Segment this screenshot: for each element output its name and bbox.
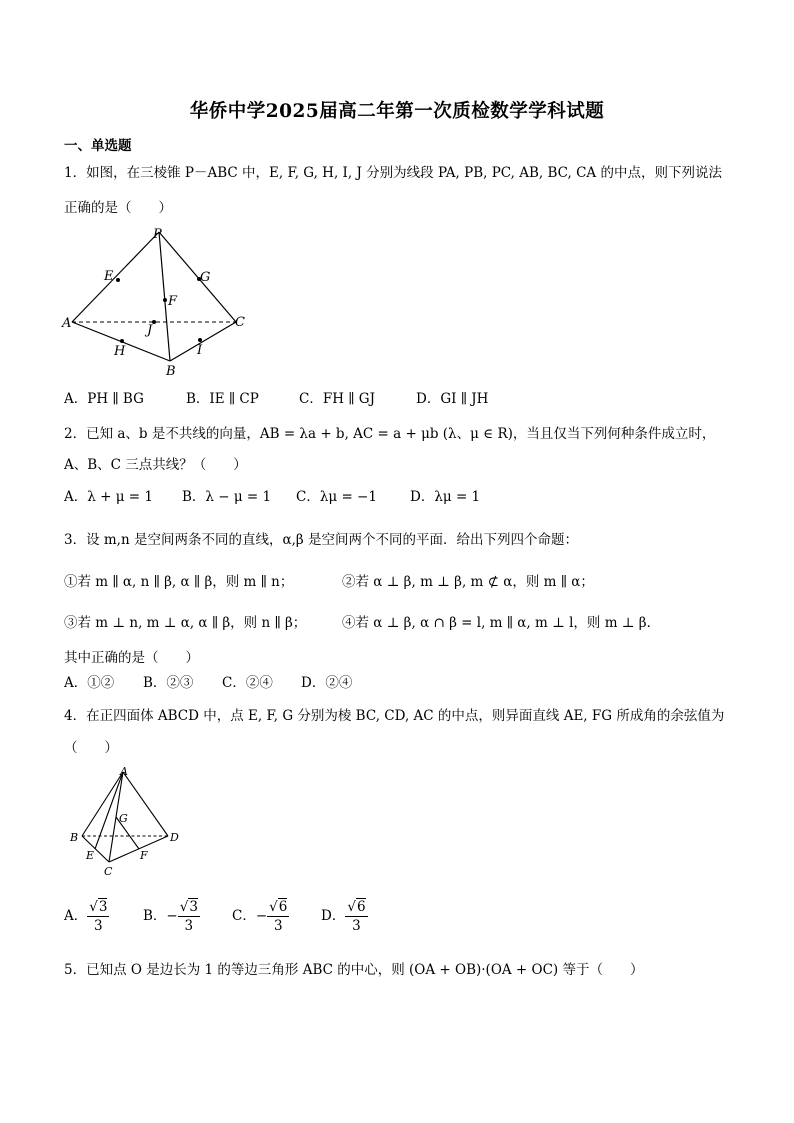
q1-option-b[interactable]: B．IE ∥ CP — [186, 391, 259, 407]
q4-option-a-fraction: $\frac{√3}{3}$ — [89, 899, 108, 934]
q1-label-c: C — [235, 315, 245, 330]
q1-label-h: H — [114, 344, 126, 359]
q4-option-c-fraction: $\frac{√6}{3}$ — [269, 899, 288, 934]
q4-option-b[interactable]: B．− $\frac{√3}{3}$ — [143, 899, 198, 934]
q3-stem-line1: 3．设 m,n 是空间两条不同的直线，α,β 是空间两个不同的平面．给出下列四个命题： — [64, 532, 578, 548]
q1-label-f: F — [168, 294, 178, 309]
q2-option-d[interactable]: D．λμ = 1 — [410, 489, 481, 505]
q4-tetrahedron-figure — [64, 764, 188, 880]
q4-option-b-fraction: $\frac{√3}{3}$ — [179, 899, 198, 934]
q1-option-d[interactable]: D．GI ∥ JH — [416, 391, 489, 407]
q2-option-c[interactable]: C．λμ = −1 — [296, 489, 377, 505]
q4-option-d-fraction: $\frac{√6}{3}$ — [347, 899, 366, 934]
q1-stem-line2: 正确的是（ ） — [64, 200, 172, 216]
page-title: 华侨中学2025届高二年第一次质检数学学科试题 — [189, 101, 605, 122]
q1-option-a[interactable]: A．PH ∥ BG — [64, 391, 144, 407]
q1-tetrahedron-figure — [60, 222, 260, 380]
q3-proposition-2: ②若 α ⊥ β, m ⊥ β, m ⊄ α，则 m ∥ α； — [342, 574, 594, 590]
q4-label-e: E — [86, 849, 95, 862]
q3-proposition-1: ①若 m ∥ α, n ∥ β, α ∥ β，则 m ∥ n； — [64, 574, 294, 590]
q1-label-p: P — [153, 227, 162, 242]
q5-stem-line1: 5．已知点 O 是边长为 1 的等边三角形 ABC 的中心，则 (OA + OB)·(OA + OC) 等于（ ） — [64, 962, 644, 978]
section-heading: 一、单选题 — [64, 138, 132, 154]
q3-proposition-3: ③若 m ⊥ n, m ⊥ α, α ∥ β，则 n ∥ β； — [64, 615, 307, 631]
q1-label-g: G — [200, 270, 211, 285]
q4-label-b: B — [70, 831, 79, 844]
q4-stem-line2: （ ） — [64, 740, 118, 756]
q2-stem-line2: A、B、C 三点共线？（ ） — [64, 457, 247, 473]
q2-option-b[interactable]: B．λ − μ = 1 — [182, 489, 272, 505]
q4-stem-line1: 4．在正四面体 ABCD 中，点 E, F, G 分别为棱 BC, CD, AC 的中点，则异面直线 AE, FG 所成角的余弦值为 — [64, 708, 725, 724]
q2-stem-line1: 2．已知 a、b 是不共线的向量，AB = λa + b, AC = a + μb (λ、μ ∈ R)，当且仅当下列何种条件成立时， — [64, 426, 716, 442]
q2-option-a[interactable]: A．λ + μ = 1 — [64, 489, 153, 505]
q4-label-f: F — [140, 849, 148, 862]
q4-label-c: C — [104, 865, 113, 878]
q1-label-i: I — [197, 343, 203, 358]
q1-label-j: J — [147, 323, 153, 338]
q3-option-c[interactable]: C．②④ — [222, 675, 273, 691]
q4-label-a: A — [120, 765, 128, 778]
q3-proposition-4: ④若 α ⊥ β, α ∩ β = l, m ∥ α, m ⊥ l，则 m ⊥ β． — [342, 615, 661, 631]
q4-option-d[interactable]: D． $\frac{√6}{3}$ — [321, 899, 366, 934]
q4-option-c[interactable]: C．− $\frac{√6}{3}$ — [232, 899, 288, 934]
q3-option-a[interactable]: A．①② — [64, 675, 115, 691]
q3-stem-end: 其中正确的是（ ） — [64, 650, 199, 666]
q1-label-a: A — [62, 316, 72, 331]
q4-label-d: D — [170, 831, 179, 844]
q3-option-d[interactable]: D．②④ — [301, 675, 353, 691]
q1-label-e: E — [104, 269, 114, 284]
q4-label-g: G — [119, 812, 128, 825]
q1-stem-line1: 1．如图，在三棱锥 P－ABC 中，E, F, G, H, I, J 分别为线段 PA, PB, PC, AB, BC, CA 的中点，则下列说法 — [64, 165, 722, 181]
q1-label-b: B — [166, 364, 176, 379]
q4-option-a[interactable]: A． $\frac{√3}{3}$ — [64, 899, 108, 934]
q1-option-c[interactable]: C．FH ∥ GJ — [299, 391, 375, 407]
q3-option-b[interactable]: B．②③ — [143, 675, 194, 691]
